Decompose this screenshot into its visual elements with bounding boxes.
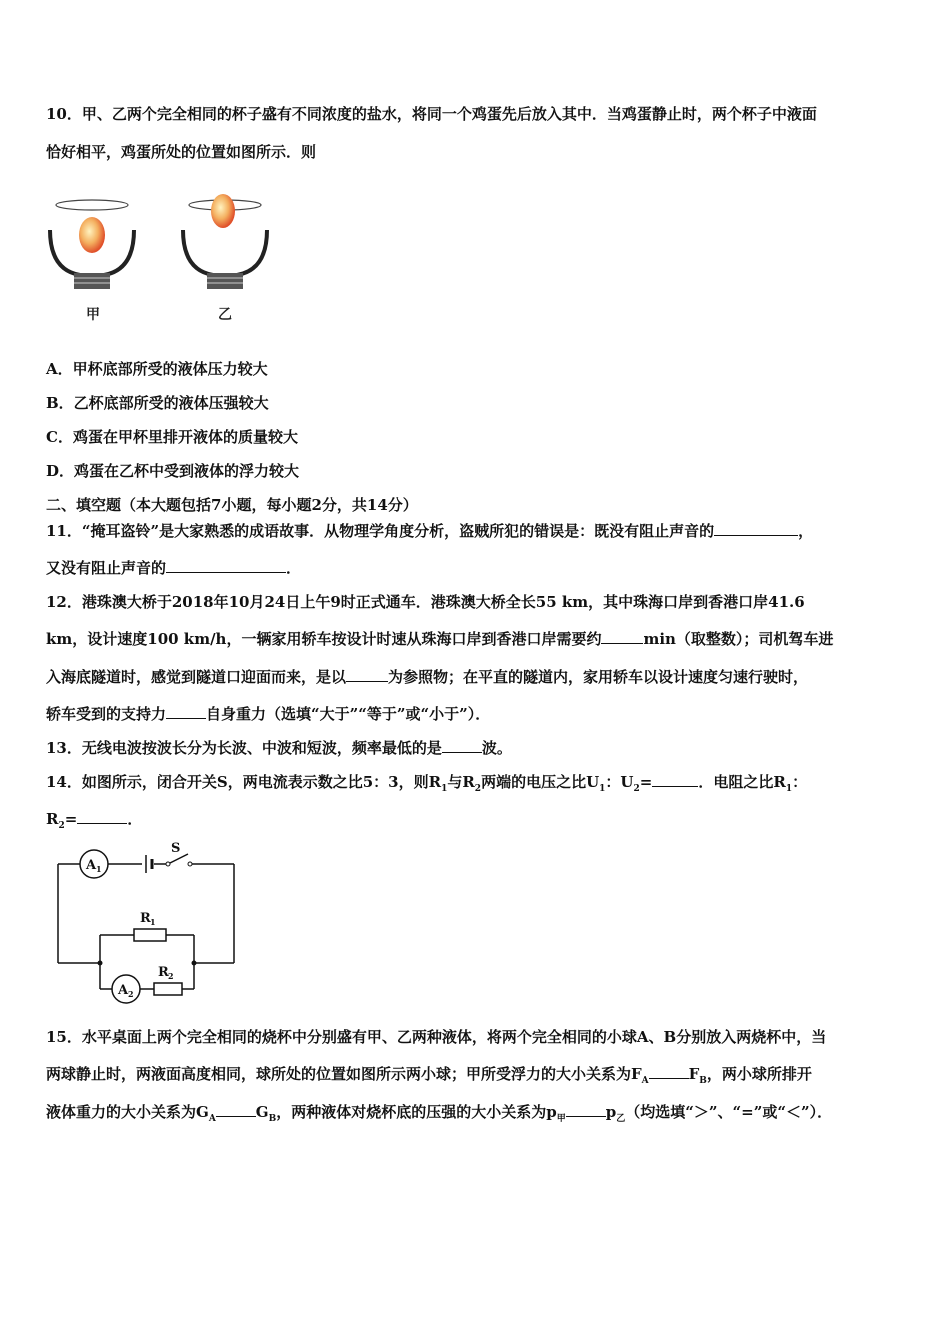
switch-label: S — [171, 841, 181, 856]
q12-line-4: 轿车受到的支持力 自身重力（选填“大于”“等于”或“小于”）． — [46, 705, 491, 723]
cup-label-jia: 甲 — [86, 307, 100, 323]
answer-blank[interactable] — [77, 809, 127, 824]
svg-text:R: R — [158, 965, 169, 980]
q10-option-a: A．甲杯底部所受的液体压力较大 — [46, 360, 268, 378]
q10-option-c: C．鸡蛋在甲杯里排开液体的质量较大 — [46, 428, 298, 446]
q15-line-1: 15．水平桌面上两个完全相同的烧杯中分别盛有甲、乙两种液体，将两个完全相同的小球A、B分别放入两烧杯中，当 — [46, 1028, 827, 1046]
switch-contact — [166, 862, 170, 866]
q10-line-1: 10．甲、乙两个完全相同的杯子盛有不同浓度的盐水，将同一个鸡蛋先后放入其中．当鸡蛋静止时，两个杯子中液面 — [46, 105, 817, 123]
egg-icon — [211, 194, 235, 228]
resistor-r2 — [154, 965, 182, 995]
svg-text:2: 2 — [128, 989, 134, 999]
q12-line-2: km，设计速度100 km/h，一辆家用轿车按设计时速从珠海口岸到香港口岸需要约 min（取整数）；司机驾车进 — [46, 630, 834, 648]
answer-blank[interactable] — [166, 558, 286, 573]
q10-line-2: 恰好相平，鸡蛋所处的位置如图所示．则 — [46, 143, 317, 161]
svg-text:1: 1 — [96, 864, 102, 874]
svg-text:A: A — [86, 858, 97, 873]
q15-line-2: 两球静止时，两液面高度相同，球所处的位置如图所示两小球；甲所受浮力的大小关系为$F_A$ $F_B$，两小球所排开 — [46, 1065, 812, 1086]
answer-blank[interactable] — [442, 738, 482, 753]
q12-line-3: 入海底隧道时，感觉到隧道口迎面而来，是以 为参照物；在平直的隧道内，家用轿车以设计速度匀速行驶时， — [46, 668, 809, 686]
svg-text:2: 2 — [168, 971, 174, 981]
answer-blank[interactable] — [166, 704, 206, 719]
cup-label-yi: 乙 — [218, 307, 232, 323]
q10-figure — [40, 175, 300, 330]
q10-option-d: D．鸡蛋在乙杯中受到液体的浮力较大 — [46, 462, 300, 480]
svg-text:R: R — [140, 911, 151, 926]
junction-dot — [98, 961, 103, 966]
svg-text:1: 1 — [150, 917, 156, 927]
answer-blank[interactable] — [714, 521, 798, 536]
cup-yi — [183, 194, 267, 323]
q14-line-1: 14．如图所示，闭合开关S，两电流表示数之比5：3，则$R_1$与$R_2$两端的电压之比$U_1$：$U_2=$ ．电阻之比$R_1$： — [46, 773, 808, 794]
q11-line-1: 11．“掩耳盗铃”是大家熟悉的成语故事．从物理学角度分析，盗贼所犯的错误是：既没有阻止声音的 ， — [46, 522, 814, 540]
q14-circuit-diagram — [50, 838, 250, 1008]
egg-icon — [79, 217, 105, 253]
q14-line-2: $R_2=$ ． — [46, 810, 143, 831]
answer-blank[interactable] — [652, 772, 698, 787]
cup-jia — [50, 200, 134, 323]
answer-blank[interactable] — [601, 629, 643, 644]
resistor-r1 — [134, 911, 166, 941]
q13-line: 13．无线电波按波长分为长波、中波和短波，频率最低的是 波。 — [46, 739, 512, 757]
svg-text:A: A — [118, 983, 129, 998]
q12-line-1: 12．港珠澳大桥于2018年10月24日上午9时正式通车．港珠澳大桥全长55 km，其中珠海口岸到香港口岸41.6 — [46, 593, 805, 611]
q15-line-3: 液体重力的大小关系为$G_A$ $G_B$，两种液体对烧杯底的压强的大小关系为$p_甲$ $p_乙$（均选填“＞”、“=”或“＜”）． — [46, 1103, 833, 1124]
answer-blank[interactable] — [346, 667, 388, 682]
q11-line-2: 又没有阻止声音的 ． — [46, 559, 302, 577]
switch-contact — [188, 862, 192, 866]
answer-blank[interactable] — [566, 1102, 606, 1117]
section-heading: 二、填空题（本大题包括7小题，每小题2分，共14分） — [46, 496, 418, 514]
ammeter-a2 — [112, 975, 140, 1003]
q10-option-b: B．乙杯底部所受的液体压强较大 — [46, 394, 269, 412]
junction-dot — [192, 961, 197, 966]
ammeter-a1 — [80, 850, 108, 878]
answer-blank[interactable] — [216, 1102, 256, 1117]
answer-blank[interactable] — [649, 1064, 689, 1079]
